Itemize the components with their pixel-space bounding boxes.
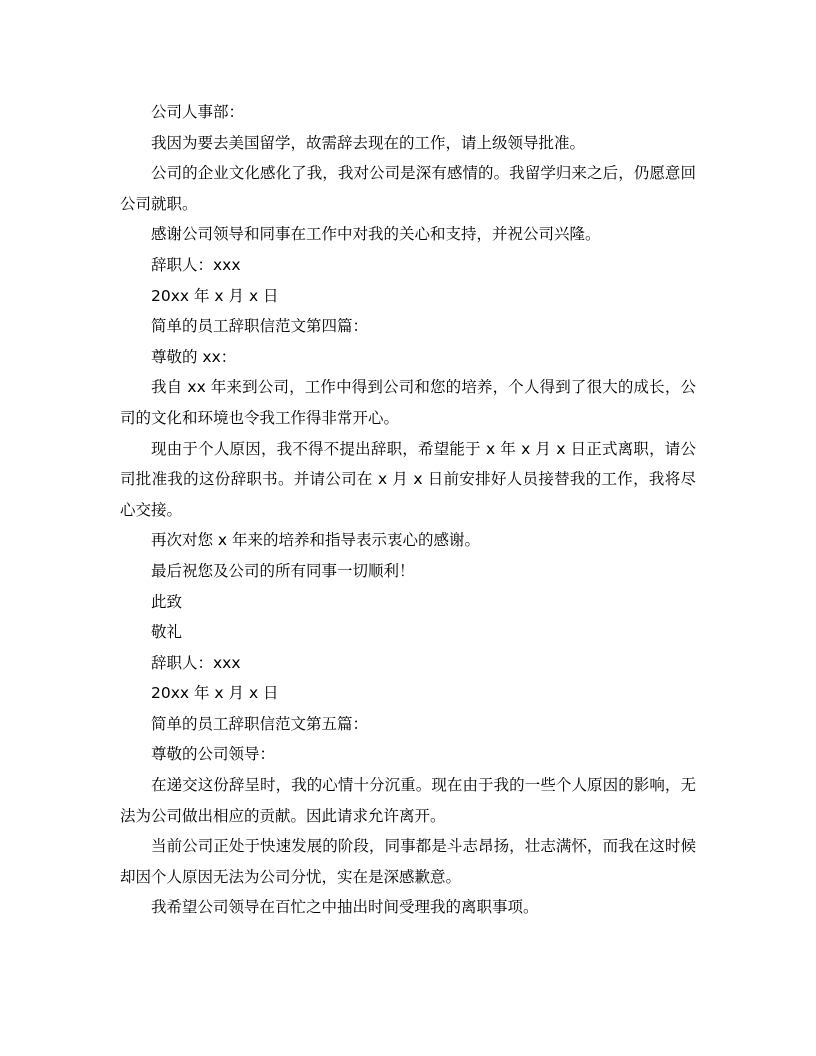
signature-line: 辞职人：xxx [151, 255, 241, 274]
date-line: 20xx 年 x 月 x 日 [151, 286, 279, 305]
section-heading: 简单的员工辞职信范文第四篇： [151, 317, 369, 336]
date-line: 20xx 年 x 月 x 日 [151, 684, 279, 703]
body-paragraph: 我因为要去美国留学，故需辞去现在的工作，请上级领导批准。 [151, 133, 586, 152]
section-heading: 简单的员工辞职信范文第五篇： [151, 714, 369, 733]
body-paragraph: 公司的企业文化感化了我，我对公司是深有感情的。我留学归来之后，仍愿意回公司就职。 [120, 164, 696, 213]
body-paragraph: 再次对您 x 年来的培养和指导表示衷心的感谢。 [151, 531, 481, 550]
body-paragraph: 感谢公司领导和同事在工作中对我的关心和支持，并祝公司兴隆。 [151, 225, 601, 244]
salutation: 尊敬的 xx： [151, 347, 237, 366]
body-paragraph: 在递交这份辞呈时，我的心情十分沉重。现在由于我的一些个人原因的影响，无法为公司做出相应的贡献。因此请求允许离开。 [120, 776, 696, 825]
body-paragraph: 我希望公司领导在百忙之中抽出时间受理我的离职事项。 [151, 898, 539, 917]
closing-line: 此致 [151, 592, 183, 611]
salutation: 尊敬的公司领导： [151, 745, 276, 764]
body-paragraph: 我自 xx 年来到公司，工作中得到公司和您的培养，个人得到了很大的成长，公司的文化和环境也令我工作得非常开心。 [120, 378, 696, 427]
closing-line: 敬礼 [151, 623, 183, 642]
body-paragraph: 当前公司正处于快速发展的阶段，同事都是斗志昂扬，壮志满怀，而我在这时候却因个人原因无法为公司分忧，实在是深感歉意。 [120, 837, 696, 886]
body-paragraph: 最后祝您及公司的所有同事一切顺利！ [151, 561, 415, 580]
body-paragraph: 现由于个人原因，我不得不提出辞职，希望能于 x 年 x 月 x 日正式离职，请公司批准我的这份辞职书。并请公司在 x 月 x 日前安排好人员接替我的工作，我将尽心交接。 [120, 439, 696, 519]
signature-line: 辞职人：xxx [151, 653, 241, 672]
salutation-hr: 公司人事部： [151, 103, 245, 121]
document-page [120, 97, 696, 923]
